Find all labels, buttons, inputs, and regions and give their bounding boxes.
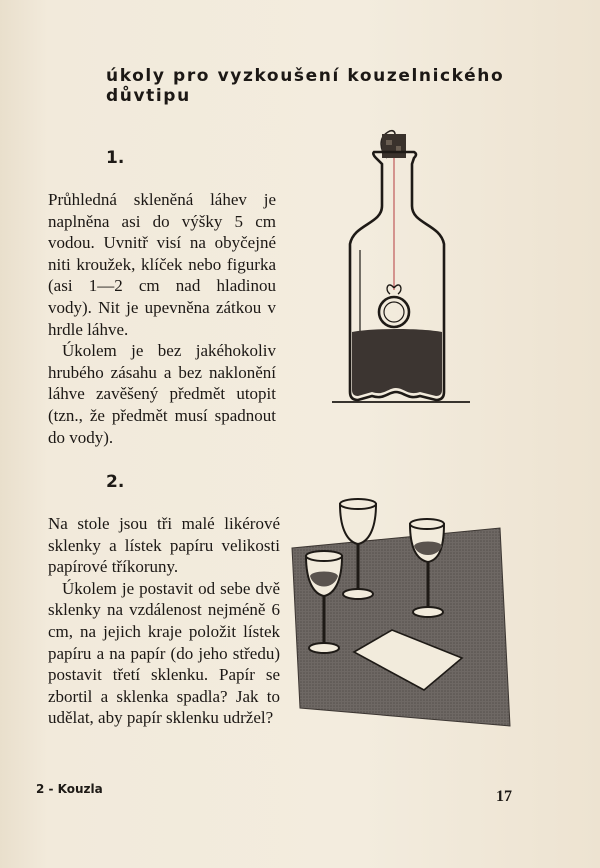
task-2-paragraph-1: Na stole jsou tři malé likérové sklenky a lístek papíru velikosti papírové tříkoruny. — [48, 514, 280, 577]
signature-mark: 2 - Kouzla — [36, 782, 103, 796]
task-2-number: 2. — [106, 472, 125, 492]
task-2-paragraph-2: Úkolem je postavit od sebe dvě sklenky na vzdálenost nejméně 6 cm, na jejich kraje položit lístek papíru a na papír (do jeho středu) postavit třetí sklenku. Papír se zbortil a sklenka spadla? Jak to udělat, aby papír sklenku udržel? — [48, 578, 280, 728]
task-1-paragraph-2: Úkolem je bez jakéhokoliv hrubého zásahu a bez naklonění láhve zavěšený předmět utopit (tzn., že předmět musí spadnout do vody). — [48, 341, 276, 447]
task-1-number: 1. — [106, 148, 125, 168]
task-1-paragraph-1: Průhledná skleněná láhev je naplněna asi do výšky 5 cm vodou. Uvnitř visí na obyčejné niti kroužek, klíček nebo figurka (asi 1—2 cm nad hladinou vody). Nit je upevněna zátkou v hrdle láhve. — [48, 190, 276, 339]
page-number: 17 — [496, 788, 512, 805]
page-heading: úkoly pro vyzkoušení kouzelnického důvtipu — [106, 66, 505, 106]
